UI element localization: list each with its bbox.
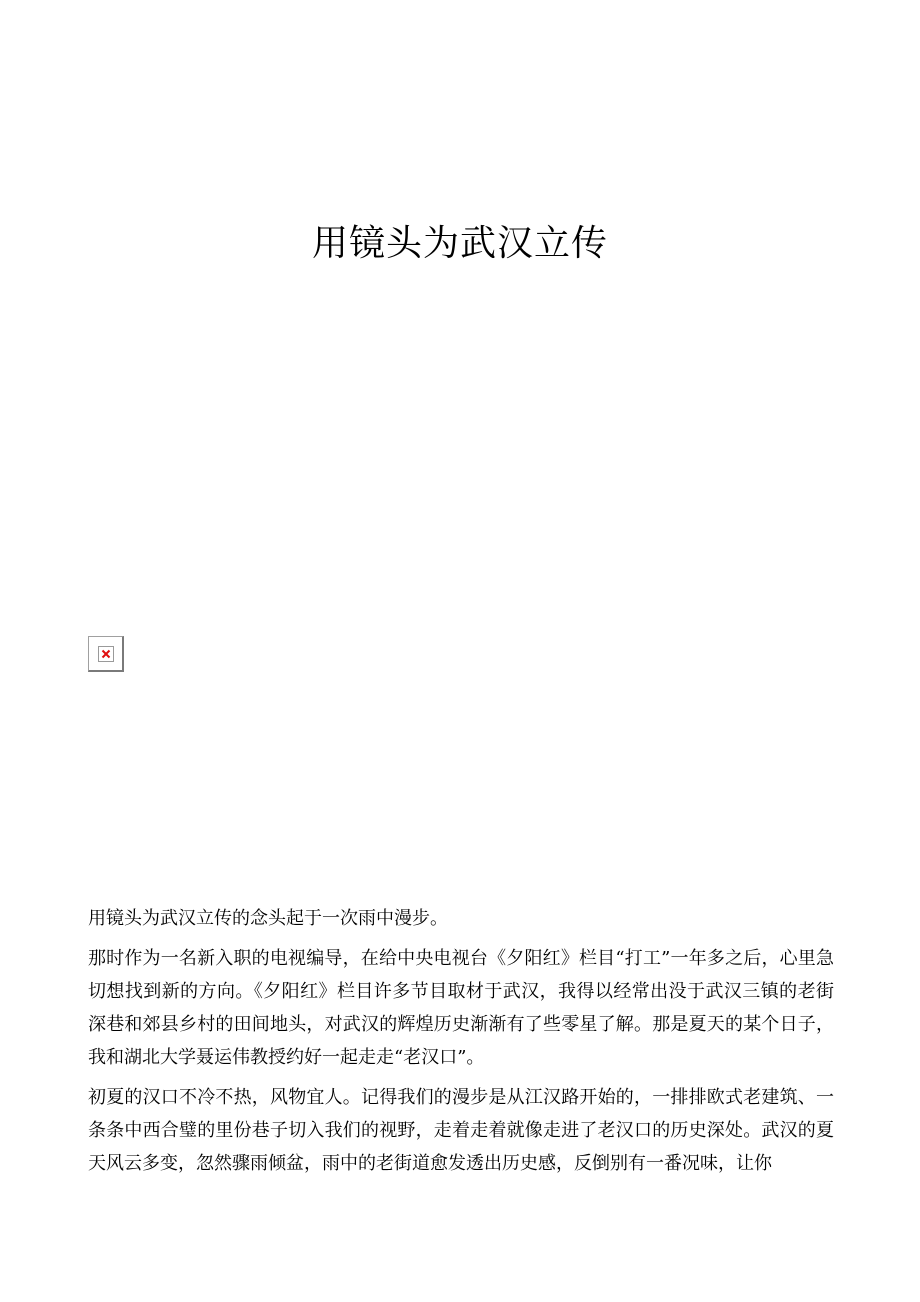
document-body	[88, 902, 834, 1187]
paragraph: 初夏的汉口不冷不热，风物宜人。记得我们的漫步是从江汉路开始的，一排排欧式老建筑、一条条中西合璧的里份巷子切入我们的视野，走着走着就像走进了老汉口的历史深处。武汉的夏天风云多变，忽然骤雨倾盆，雨中的老街道愈发透出历史感，反倒别有一番况味，让你	[88, 1087, 834, 1174]
paragraph: 用镜头为武汉立传的念头起于一次雨中漫步。	[88, 908, 448, 929]
document-title: 用镜头为武汉立传	[311, 223, 608, 264]
paragraph: 那时作为一名新入职的电视编导，在给中央电视台《夕阳红》栏目“打工”一年多之后，心里急切想找到新的方向。《夕阳红》栏目许多节目取材于武汉，我得以经常出没于武汉三镇的老街深巷和郊县乡村的田间地头，对武汉的辉煌历史渐渐有了些零星了解。那是夏天的某个日子，我和湖北大学聂运伟教授约好一起走走“老汉口”。	[88, 948, 834, 1068]
broken-image-placeholder	[88, 636, 124, 672]
broken-image-icon	[98, 646, 114, 662]
